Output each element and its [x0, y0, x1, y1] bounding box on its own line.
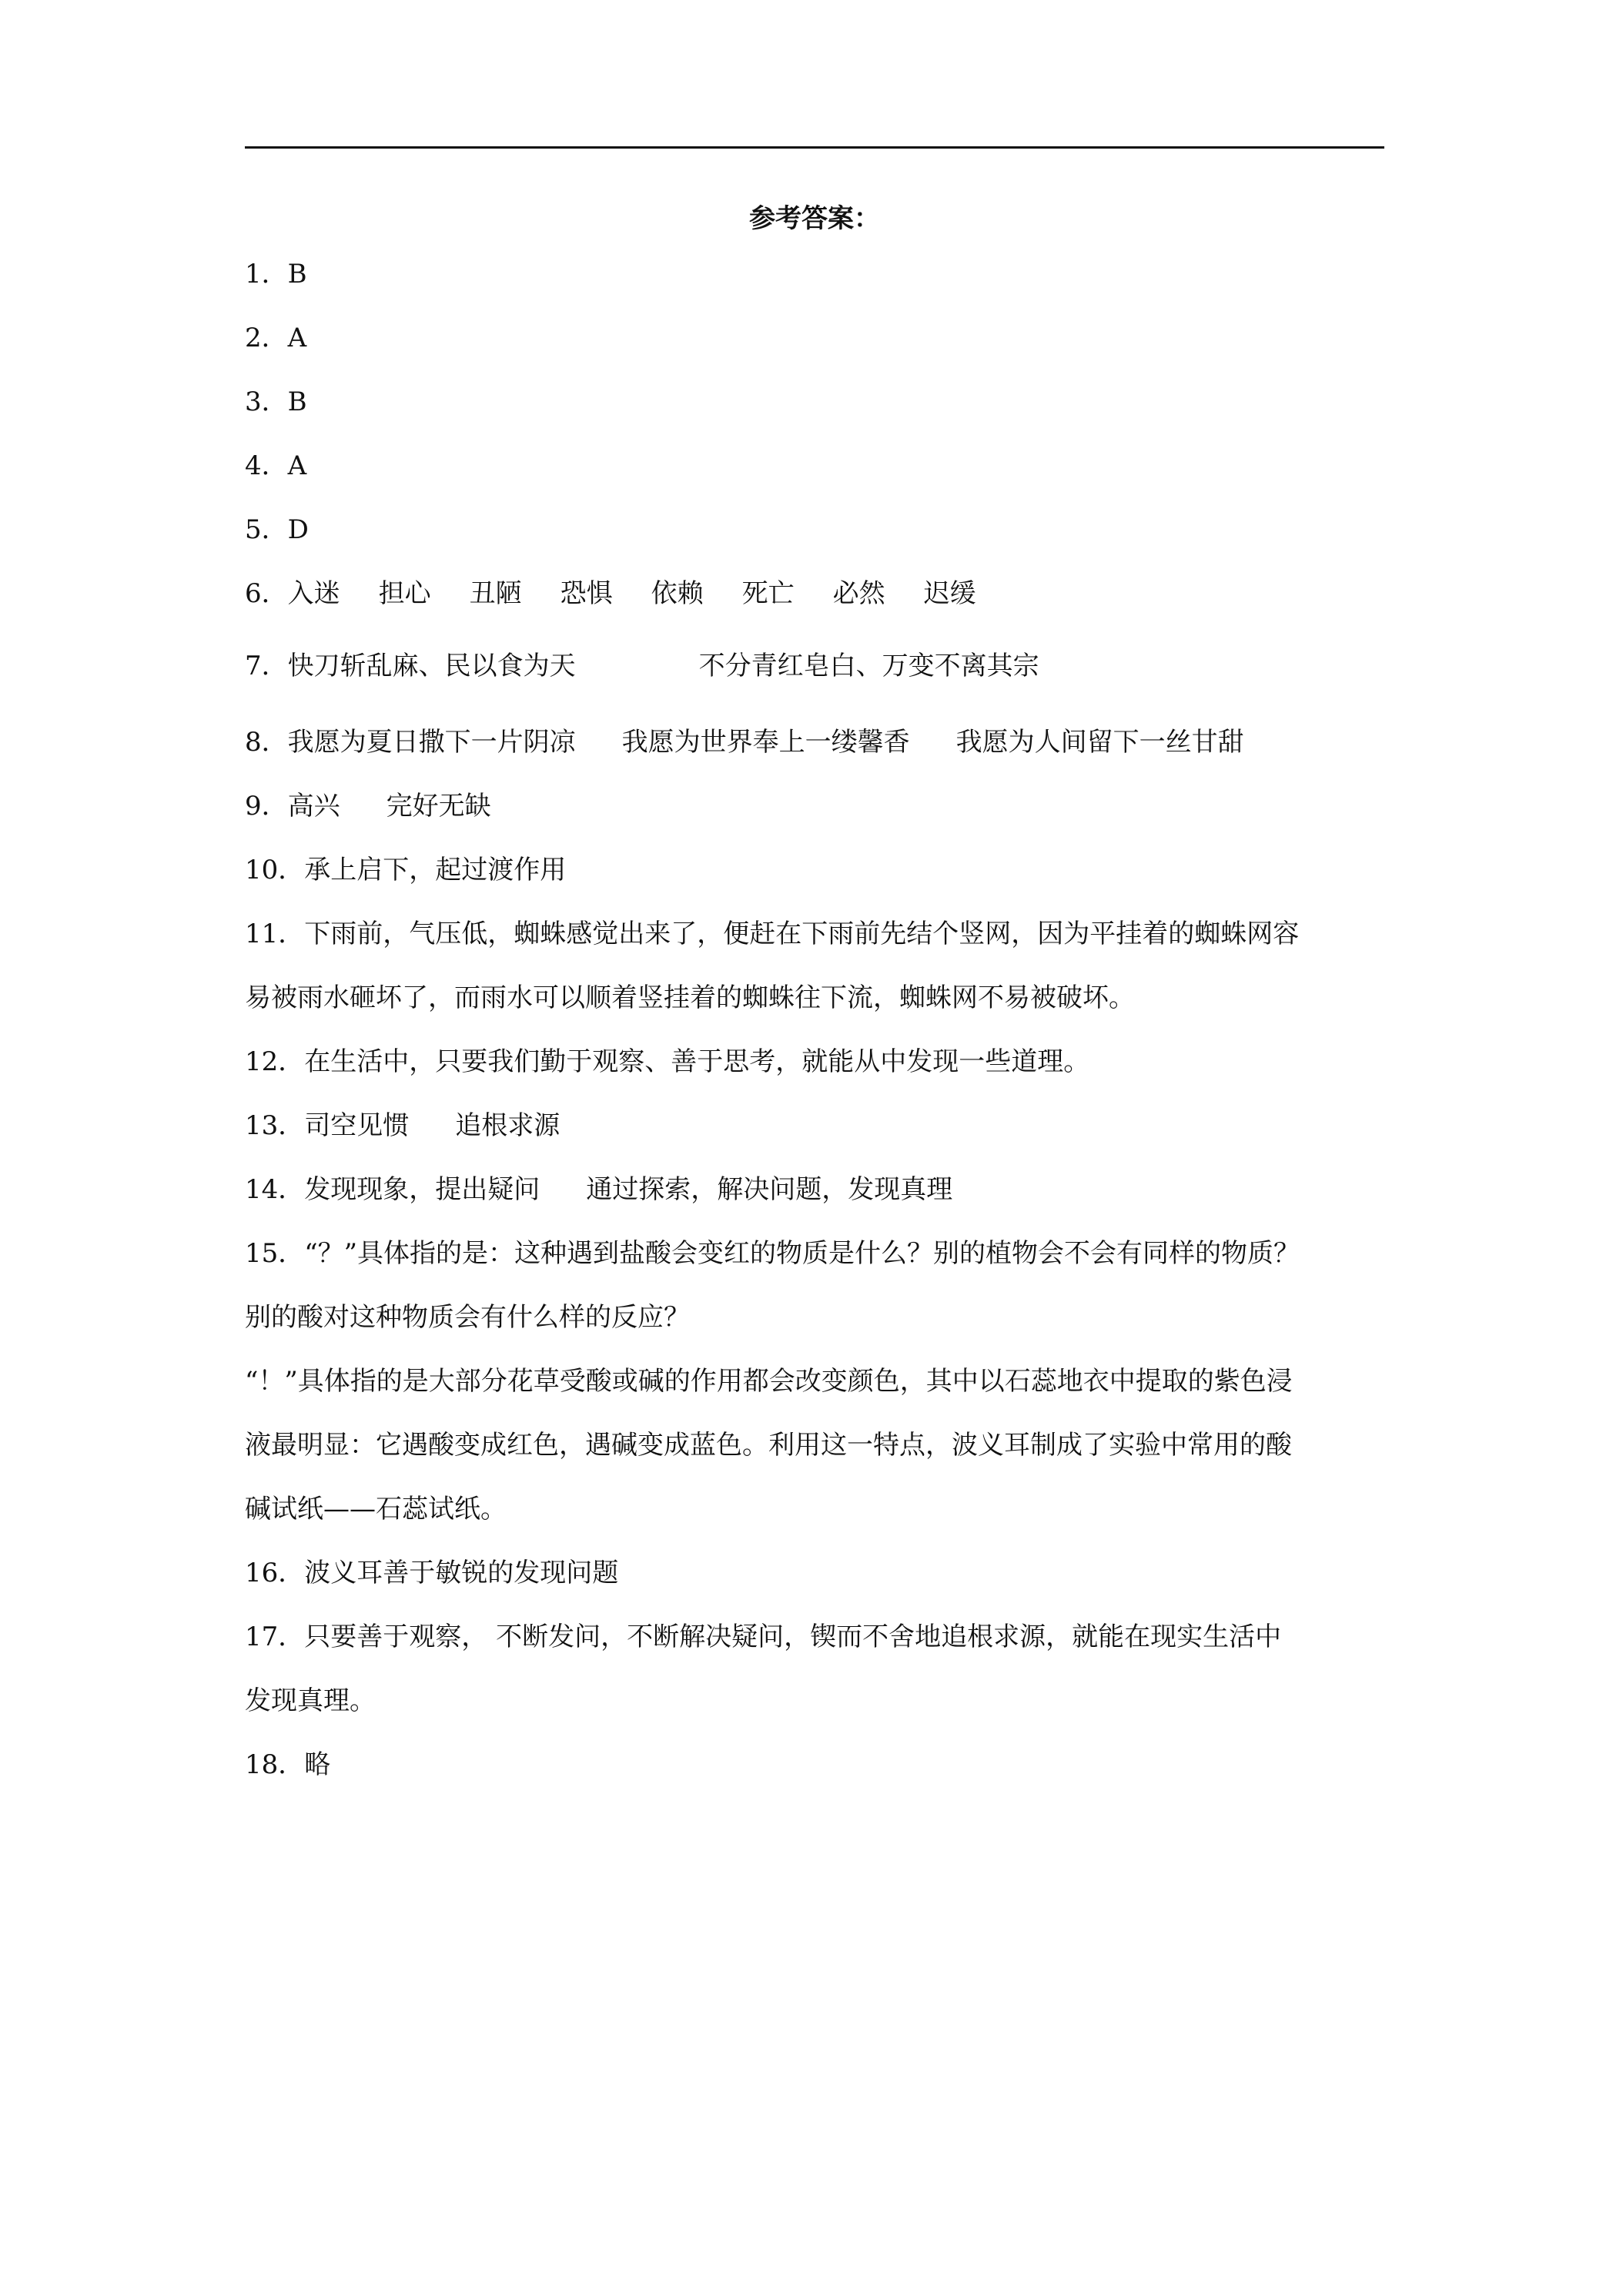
answer-14	[245, 1173, 1400, 1207]
answer-13	[245, 1109, 1400, 1143]
answer-11-line: 易被雨水砸坏了，而雨水可以顺着竖挂着的蜘蛛往下流，蜘蛛网不易被破坏。	[245, 982, 1135, 1013]
answer-5: 5．D	[245, 514, 309, 545]
answer-9-part: 完好无缺	[386, 791, 491, 822]
answer-4: 4．A	[245, 450, 307, 481]
answer-17-line: 发现真理。	[245, 1685, 376, 1716]
answer-15-line: 液最明显：它遇酸变成红色，遇碱变成蓝色。利用这一特点，波义耳制成了实验中常用的酸	[245, 1430, 1292, 1461]
answer-3: 3．B	[245, 387, 307, 417]
answer-6-word: 担心	[378, 578, 431, 609]
answer-8	[245, 725, 1400, 759]
answer-6-word: 入迷	[287, 578, 340, 609]
answer-7-part: 7．快刀斩乱麻、民以食为天	[245, 651, 576, 681]
answer-15-line: 别的酸对这种物质会有什么样的反应？	[245, 1302, 690, 1333]
answer-16: 16．波义耳善于敏锐的发现问题	[245, 1558, 619, 1588]
answer-14-part: 14．发现现象，提出疑问	[245, 1174, 540, 1205]
answer-13-part: 13．司空见惯	[245, 1110, 410, 1141]
answer-6-word: 必然	[832, 578, 885, 609]
answer-7-part: 不分青红皂白、万变不离其宗	[698, 651, 1039, 681]
answer-6-word: 死亡	[741, 578, 795, 609]
answer-11-line: 11．下雨前，气压低，蜘蛛感觉出来了，便赶在下雨前先结个竖网，因为平挂着的蜘蛛网容	[245, 919, 1300, 949]
answer-17-line: 17．只要善于观察， 不断发问，不断解决疑问，锲而不舍地追根求源，就能在现实生活中	[245, 1622, 1282, 1652]
answer-12: 12．在生活中，只要我们勤于观察、善于思考，就能从中发现一些道理。	[245, 1046, 1090, 1077]
answer-9	[245, 789, 1400, 823]
answer-14-part: 通过探索，解决问题，发现真理	[586, 1174, 953, 1205]
answer-6-word: 迟缓	[923, 578, 976, 609]
answer-15-line: “！”具体指的是大部分花草受酸或碱的作用都会改变颜色，其中以石蕊地衣中提取的紫色浸	[245, 1366, 1293, 1397]
answer-8-part: 8．我愿为夏日撒下一片阴凉	[245, 727, 576, 758]
answer-6-word: 依赖	[651, 578, 704, 609]
answer-2: 2．A	[245, 323, 307, 353]
answer-13-part: 追根求源	[455, 1110, 561, 1141]
answer-18: 18．略	[245, 1749, 331, 1780]
answer-1: 1．B	[245, 259, 307, 290]
answer-15-line: 碱试纸——石蕊试纸。	[245, 1494, 507, 1525]
page-title: 参考答案：	[749, 203, 880, 234]
answer-10: 10．承上启下，起过渡作用	[245, 855, 567, 885]
answer-6-word: 恐惧	[560, 578, 613, 609]
answer-6	[245, 577, 1400, 611]
header-rule	[245, 146, 1384, 149]
answer-9-part: 9．高兴	[245, 791, 340, 822]
answer-6-number: 6．	[245, 578, 288, 609]
answer-7	[245, 649, 1400, 683]
answer-8-part: 我愿为人间留下一丝甘甜	[955, 727, 1244, 758]
answer-8-part: 我愿为世界奉上一缕馨香	[621, 727, 910, 758]
answer-15-line: 15．“？”具体指的是：这种遇到盐酸会变红的物质是什么？别的植物会不会有同样的物质？	[245, 1238, 1300, 1269]
answer-6-word: 丑陋	[469, 578, 522, 609]
